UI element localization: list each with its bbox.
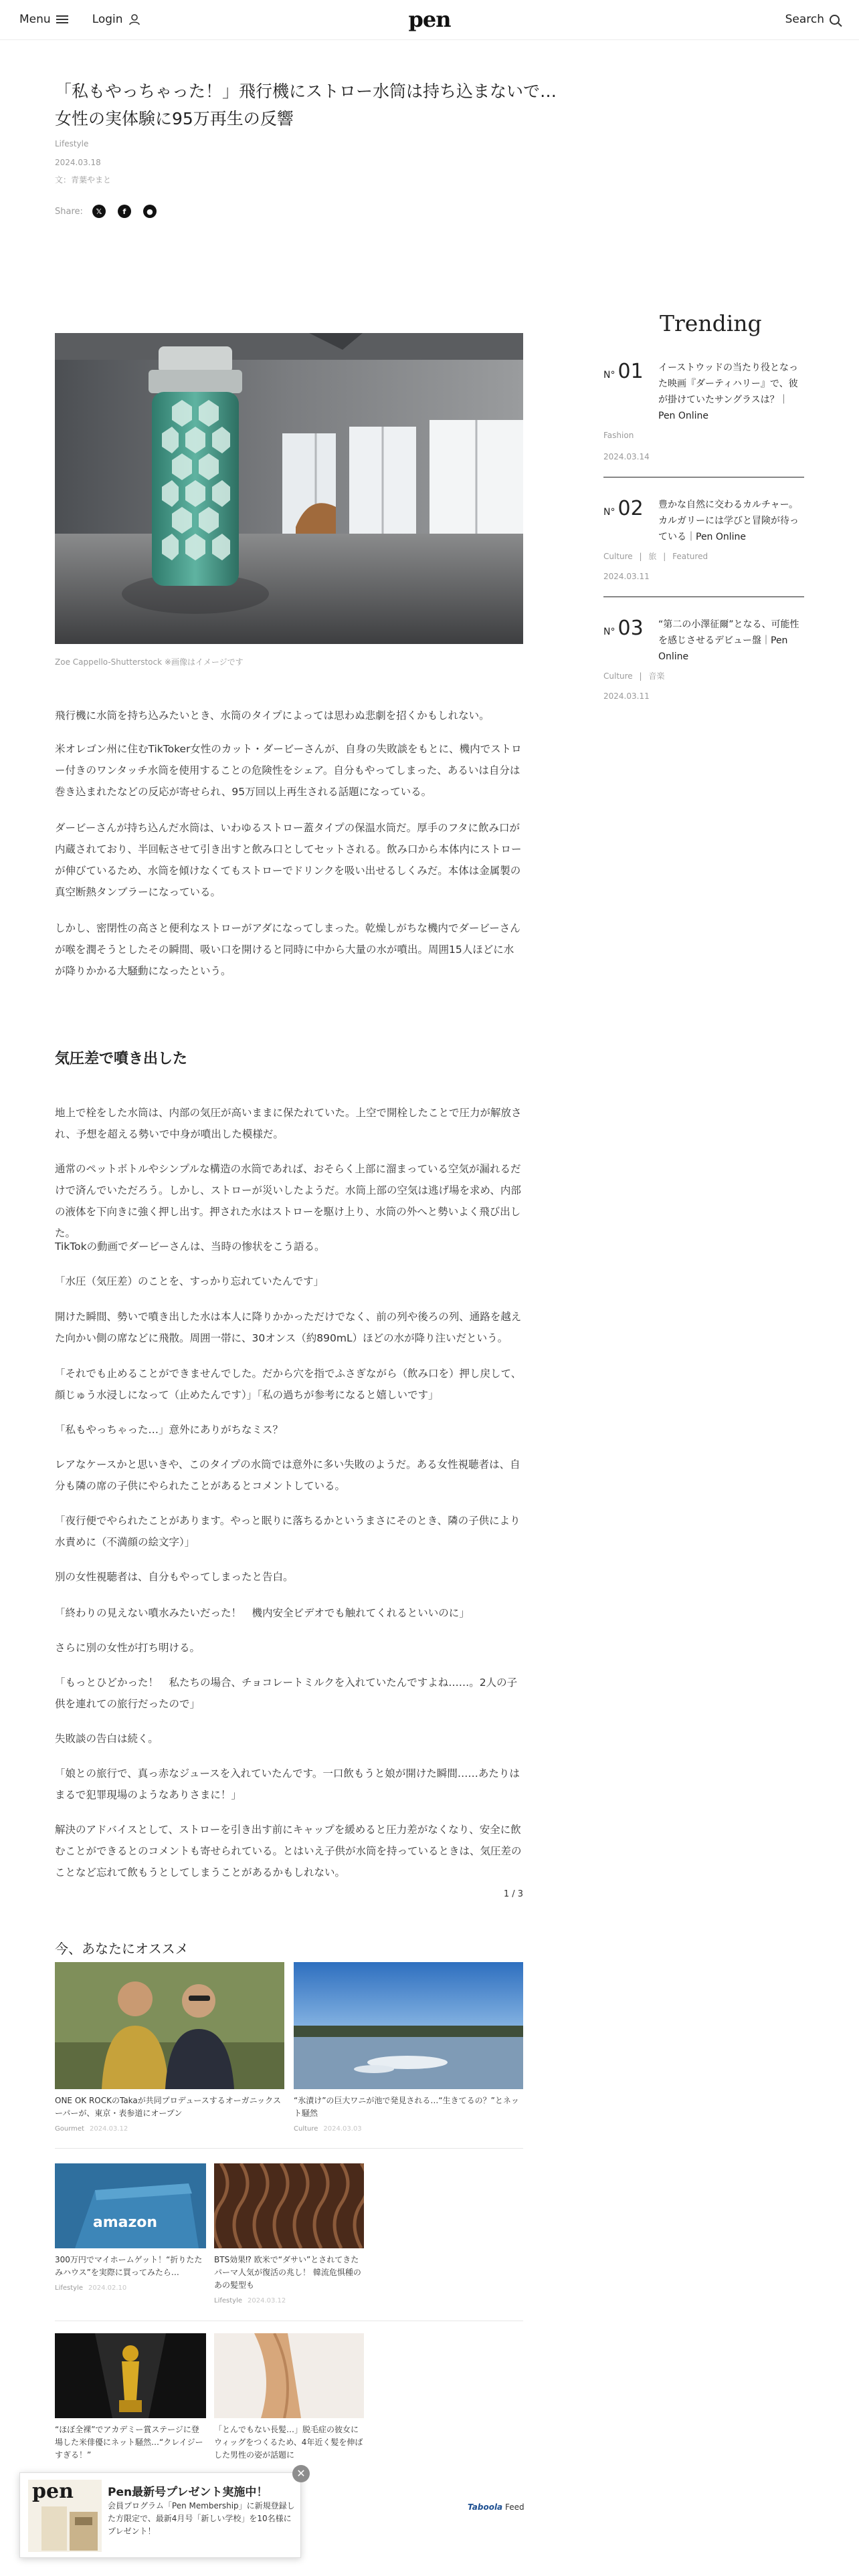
trending-title: Trending xyxy=(660,310,762,336)
trending-tags: Culture | 音楽 xyxy=(603,671,665,681)
paragraph: 「娘との旅行で、真っ赤なジュースを入れていたんです。一口飲もうと娘が開けた瞬間……あたりはまるで犯罪現場のようなありさまに！」 xyxy=(55,1767,520,1801)
paragraph: TikTokの動画でダービーさんは、当時の惨状をこう語る。 xyxy=(55,1241,325,1253)
share-label: Share: xyxy=(55,206,83,217)
paragraph: 解決のアドバイスとして、ストローを引き出す前にキャップを緩めると圧力差がなくなり、安全に飲むことができるとのコメントも寄せられている。とはいえ子供が水筒を持っているときは、気圧差のことなど忘れて飲もうとしてしまうことがあるかもしれない。 xyxy=(55,1824,522,1879)
card-title: “ほぼ全裸”でアカデミー賞ステージに登場した米俳優にネット騒然…“クレイジーすぎる！” xyxy=(55,2425,203,2460)
card-image xyxy=(55,1962,284,2089)
paragraph: 地上で栓をした水筒は、内部の気圧が高いままに保たれていた。上空で開栓したことで圧力が解放され、予想を超える勢いで中身が噴出した模様だ。 xyxy=(55,1107,522,1140)
paragraph: 飛行機に水筒を持ち込みたいとき、水筒のタイプによっては思わぬ悲劇を招くかもしれない。 xyxy=(55,710,490,722)
amazon-logo-text: amazon xyxy=(92,2214,158,2231)
recommend-heading: 今、あなたにオススメ xyxy=(55,1941,189,1957)
trending-date: 2024.03.14 xyxy=(603,452,650,461)
tag[interactable]: 音楽 xyxy=(648,671,665,681)
banner-title: Pen最新号プレゼント実施中！ xyxy=(108,2486,268,2499)
pen-logo[interactable]: pen xyxy=(408,7,451,32)
taboola-brand: Taboola xyxy=(468,2502,503,2512)
search-icon xyxy=(830,15,840,25)
article-category[interactable]: Lifestyle xyxy=(55,139,89,148)
trending-date: 2024.03.11 xyxy=(603,691,650,701)
magazine-cover-thumb xyxy=(28,2480,102,2552)
login-label: Login xyxy=(92,13,123,26)
site-header xyxy=(0,0,859,40)
article-date: 2024.03.18 xyxy=(55,158,101,167)
x-icon[interactable]: 𝕏 xyxy=(92,205,106,218)
recommend-card[interactable] xyxy=(55,2163,206,2292)
trending-item-title: “第二の小澤征爾”となる、可能性を感じさせるデビュー盤｜Pen Online xyxy=(658,619,799,662)
banner-text: 会員プログラム「Pen Membership」に新規登録した方限定で、最新4月号「新しい学校」を10名様にプレゼント！ xyxy=(108,2501,295,2536)
share-bar xyxy=(55,205,169,218)
card-date: 2024.03.12 xyxy=(89,2125,128,2133)
paragraph: 「私もやっちゃった…」意外にありがちなミス？ xyxy=(55,1424,284,1436)
paragraph: レアなケースかと思いきや、このタイプの水筒では意外に多い失敗のようだ。ある女性視聴者は、自分も隣の席の子供にやられたことがあるとコメントしている。 xyxy=(55,1459,520,1492)
trending-tags: Culture | 旅 | Featured xyxy=(603,552,708,561)
card-photo xyxy=(214,2163,364,2248)
menu-label: Menu xyxy=(19,13,51,26)
title-line-2: 女性の実体験に95万再生の反響 xyxy=(55,109,294,128)
paragraph: 通常のペットボトルやシンプルな構造の水筒であれば、おそらく上部に溜まっている空気が漏れるだけで済んでいただろう。しかし、ストローが災いしたようだ。水筒上部の空気は逃げ場を求め、内部の液体を下向きに強く押し出す。押された水はストローを駆け上り、水筒の外へと勢いよく飛び出した。 xyxy=(55,1163,521,1239)
paragraph: 「それでも止めることができませんでした。だから穴を指でふさぎながら（飲み口を）押し戻して、顔じゅう水浸しになって（止めたんです）」「私の過ちが参考になると嬉しいです」 xyxy=(55,1368,522,1401)
number-prefix: N° xyxy=(603,507,615,518)
card-date: 2024.02.10 xyxy=(88,2284,127,2292)
tag[interactable]: Culture xyxy=(603,671,633,681)
paragraph: さらに別の女性が打ち明ける。 xyxy=(55,1642,201,1654)
card-date: 2024.03.12 xyxy=(248,2297,286,2304)
rank-number: 03 xyxy=(617,617,644,640)
number-prefix: N° xyxy=(603,627,615,637)
article-title xyxy=(55,78,577,132)
divider xyxy=(55,2148,523,2149)
line-icon[interactable]: ● xyxy=(143,205,157,218)
recommend-card[interactable] xyxy=(214,2333,364,2462)
card-image xyxy=(214,2333,364,2418)
card-image xyxy=(294,1962,523,2089)
close-icon[interactable]: ✕ xyxy=(292,2465,310,2482)
search-button[interactable] xyxy=(785,13,840,26)
recommend-card[interactable] xyxy=(214,2163,364,2304)
paragraph: 「夜行便でやられたことがあります。やっと眠りに落ちるかというまさにそのとき、隣の子供により水責めに（不満顔の絵文字）」 xyxy=(55,1515,520,1548)
card-title: BTS効果⁉ 欧米で“ダサい”とされてきたパーマ人気が復活の兆し！ 韓流危惧種のあの髪型も xyxy=(214,2255,361,2290)
card-category: Culture xyxy=(294,2125,318,2133)
image-caption: Zoe Cappello-Shutterstock ※画像はイメージです xyxy=(55,657,244,667)
card-title: 300万円でマイホームゲット！“折りたたみハウス”を実際に買ってみたら… xyxy=(55,2255,203,2277)
number-prefix: N° xyxy=(603,370,615,381)
paragraph: 別の女性視聴者は、自分もやってしまったと告白。 xyxy=(55,1571,294,1583)
paragraph: 開けた瞬間、勢いで噴き出した水は本人に降りかかっただけでなく、前の列や後ろの列、通路を越えた向かい側の席などに飛散。周囲一帯に、30オンス（約890mL）ほどの水が降り注いだという。 xyxy=(55,1311,522,1344)
magazine-logo: pen xyxy=(32,2480,74,2503)
water-bottle-photo xyxy=(55,333,523,644)
taboola-feed-link[interactable] xyxy=(468,2502,524,2512)
card-photo xyxy=(294,1962,523,2089)
promo-banner[interactable] xyxy=(19,2472,301,2558)
recommend-card[interactable] xyxy=(294,1962,523,2133)
title-line-1: 「私もやっちゃった！」飛行機にストロー水筒は持ち込まないで… xyxy=(55,82,557,101)
card-photo xyxy=(214,2333,364,2418)
recommend-card[interactable] xyxy=(55,1962,284,2133)
trending-item-title: 豊かな自然に交わるカルチャー。カルガリーには学びと冒険が待っている｜Pen Online xyxy=(658,500,799,542)
trending-date: 2024.03.11 xyxy=(603,572,650,581)
card-photo xyxy=(55,1962,284,2089)
article-author: 文：青葉やまと xyxy=(55,175,112,185)
paragraph: 「もっとひどかった！ 私たちの場合、チョコレートミルクを入れていたんですよね……。2人の子供を連れての旅行だったので」 xyxy=(55,1677,518,1710)
card-photo xyxy=(55,2333,206,2418)
tag[interactable]: 旅 xyxy=(648,552,657,561)
card-title: ONE OK ROCKのTakaが共同プロデュースするオーガニックスーパーが、東京・表参道にオープン xyxy=(55,2096,281,2118)
rank-number: 01 xyxy=(617,360,644,383)
paragraph: 「終わりの見えない噴水みたいだった！ 機内安全ビデオでも触れてくれるといいのに」 xyxy=(55,1607,470,1619)
paragraph: 「水圧（気圧差）のことを、すっかり忘れていたんです」 xyxy=(55,1275,324,1287)
card-image xyxy=(214,2163,364,2248)
trending-tags xyxy=(603,431,634,440)
paragraph: 失敗談の告白は続く。 xyxy=(55,1733,159,1745)
paragraph: ダービーさんが持ち込んだ水筒は、いわゆるストロー蓋タイプの保温水筒だ。厚手のフタに飲み口が内蔵されており、半回転させて引き出すと飲み口としてセットされる。飲み口から本体内にストローが伸びているため、水筒を傾けなくてもストローでドリンクを吸い出せるしくみだ。本体は金属製の真空断熱タンブラーになっている。 xyxy=(55,822,522,898)
section-heading: 気圧差で噴き出した xyxy=(55,1051,188,1067)
hero-image xyxy=(55,333,523,644)
card-category: Lifestyle xyxy=(55,2284,84,2292)
paragraph: しかし、密閉性の高さと便利なストローがアダになってしまった。乾燥しがちな機内でダービーさんが喉を潤そうとしたその瞬間、吸い口を開けると同時に中から大量の水が噴出。周囲15人ほどに水が降りかかる大騒動になったという。 xyxy=(55,922,520,977)
search-label: Search xyxy=(785,13,824,26)
taboola-label: Feed xyxy=(504,2502,524,2512)
card-date: 2024.03.03 xyxy=(323,2125,362,2133)
tag[interactable]: Featured xyxy=(672,552,708,561)
card-photo xyxy=(55,2163,206,2248)
card-title: 「とんでもない長髪…」脱毛症の彼女にウィッグをつくるため、4年近く髪を伸ばした男性の姿が話題に xyxy=(214,2425,363,2460)
tag[interactable]: Fashion xyxy=(603,431,634,440)
rank-number: 02 xyxy=(617,497,644,520)
facebook-icon[interactable]: f xyxy=(118,205,131,218)
paragraph: 米オレゴン州に住むTikToker女性のカット・ダービーさんが、自身の失敗談をもとに、機内でストロー付きのワンタッチ水筒を使用することの危険性をシェア。自分もやってしまった、あるいは自分は巻き込まれたなどの反応が寄せられ、95万回以上再生される話題になっている。 xyxy=(55,743,522,798)
tag[interactable]: Culture xyxy=(603,552,633,561)
card-category: Gourmet xyxy=(55,2125,84,2133)
card-category: Lifestyle xyxy=(214,2297,243,2304)
card-title: “氷漬け”の巨大ワニが池で発見される…“生きてるの？”とネット騒然 xyxy=(294,2096,519,2118)
page-indicator[interactable]: 1 / 3 xyxy=(503,1889,523,1899)
card-image xyxy=(55,2333,206,2418)
recommend-card[interactable] xyxy=(55,2333,206,2462)
trending-item-title: イーストウッドの当たり役となった映画『ダーティハリー』で、彼が掛けていたサングラスは？｜Pen Online xyxy=(658,362,799,421)
card-image xyxy=(55,2163,206,2248)
